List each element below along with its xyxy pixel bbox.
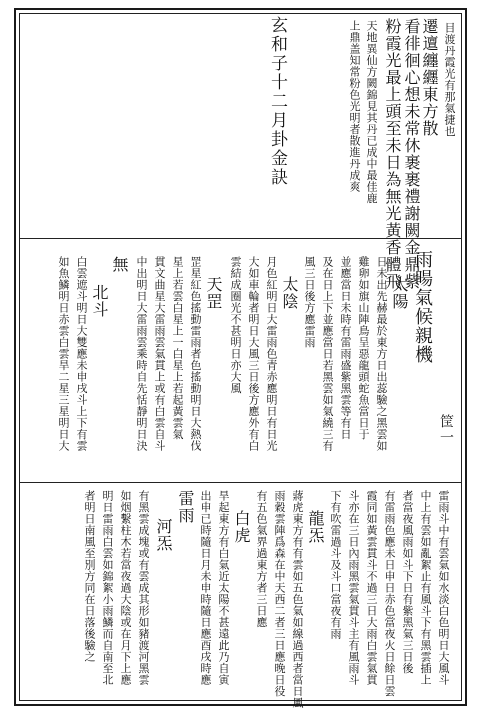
- text-column: 風三日後方應雷雨: [303, 256, 316, 348]
- text-column: 上鼎盖知常粉色光明者散進丹成爽: [348, 20, 361, 193]
- subheading-tiangang: 天罡: [204, 276, 223, 310]
- text-column: 日未出先赫最於東方日出蕊驗之黑雲如: [375, 256, 388, 452]
- subheading-moon: 太陰: [280, 276, 299, 310]
- text-column: 有雷雨色應未日申日赤色當夜火日餘日雲: [383, 490, 396, 697]
- section-divider-bottom: [19, 482, 462, 483]
- text-column: 如魚鱗明日赤雲白雲旱二星三星明日大: [57, 256, 70, 452]
- text-column: 霞同如黃雲貫斗不過三日大雨白雲氣貫: [365, 490, 378, 686]
- text-column: 雷雨斗中有雲氣如水淡白色明日大風斗: [437, 490, 450, 686]
- subheading-river: 河炁: [154, 518, 173, 552]
- text-column: 雞卵如旗山陣鳥呈惡龍頭蛇魚當日于: [357, 256, 370, 440]
- text-column: 者當夜風雨如斗下日有紫黑氣三日後: [401, 490, 414, 674]
- subheading-sun: 太陽: [390, 276, 409, 310]
- text-column: 天地異仙方闕錦見其丹已成中最佳鹿: [365, 20, 378, 204]
- text-column: 雨穀雲陣爲森在中天西二者三日應晚日役: [273, 490, 286, 697]
- text-column: 蔣虎東方有有雲如五色氣如線過西者當日風: [291, 490, 304, 709]
- text-column: 旱起東方有白氣近太陽不甚遠此乃自寅: [217, 490, 230, 686]
- text-column: 斗亦在三日內雨黑雲氣貫斗主有風雨斗: [347, 490, 360, 686]
- text-column: 中上有雲如亂絮止有風斗下有黑雲插上: [419, 490, 432, 686]
- text-column: 無: [110, 256, 129, 273]
- text-column: 中出明日大雷雨雲乘時自先恬靜明日決: [135, 256, 148, 452]
- text-column: 月色紅明日大雷雨色青赤應明日有日光: [265, 256, 278, 452]
- chapter-title: 玄和子十二月卦金訣: [267, 16, 287, 187]
- text-column: 明日雷雨白雲如錦絮小雨鱗而自南至北: [101, 490, 114, 686]
- text-column: 遷邅纏纒東方散: [420, 18, 439, 137]
- text-column: 看徘徊心想未常休裹裹禮謝闕金鼎紫: [402, 18, 421, 290]
- text-column: 粉霞光最上頭至未日為無光黃香體飛: [383, 18, 402, 290]
- subheading-dragon: 龍炁: [306, 510, 325, 544]
- text-column: 目渡丹霞光有那氣捷也: [443, 22, 456, 137]
- text-column: 大如車輪者明日大風三日後方應外有白: [247, 256, 260, 452]
- text-column: 有黑雲成塊或有雲成其形如豬渡河黑雲: [137, 490, 150, 686]
- page-label: 筐一: [438, 414, 454, 446]
- text-column: 罡星紅色搖動雷雨者色搖動明日大熱伐: [189, 256, 202, 452]
- text-column: 白雲遮斗明日大雙應未申戌斗上下有雲: [75, 256, 88, 452]
- subheading-beidou: 北斗: [90, 284, 109, 318]
- text-column: 者明日南風至別方同在日落後驗之: [83, 490, 96, 663]
- text-column: 有五色氣界過東方者三日應: [255, 490, 268, 628]
- subheading-tiger: 白虎: [232, 510, 251, 544]
- text-column: 雷雨: [176, 490, 195, 524]
- text-column: 如烟繫柱木若當夜過大陰或在月下上應: [119, 490, 132, 686]
- text-column: 貫文曲星大雷雨雲氣貫上或有白雲自斗: [153, 256, 166, 452]
- text-column: 下有吹雷過斗及斗口當夜有雨: [329, 490, 342, 640]
- text-column: 星上若雲白星上一白星上若起黃雲氣: [171, 256, 184, 440]
- text-column: 雲結成圈光不甚明日亦大風: [229, 256, 242, 394]
- text-column: 出申已時隨日月未申時隨日應酉戌時應: [199, 490, 212, 686]
- section-title: 雨暘氣候親機: [412, 250, 433, 364]
- text-column: 及在日上下並應當日若黑雲如氣繞三有: [321, 256, 334, 452]
- text-column: 並應當日未時有雷雨盛紫黑雲等有日: [339, 256, 352, 440]
